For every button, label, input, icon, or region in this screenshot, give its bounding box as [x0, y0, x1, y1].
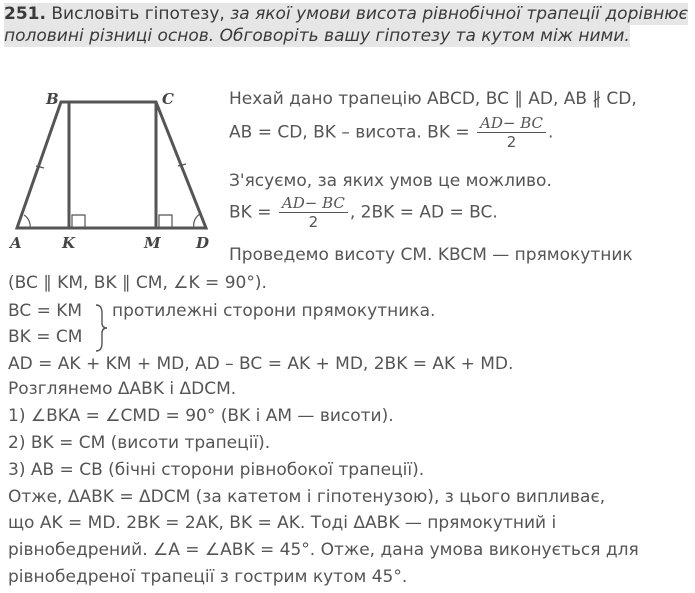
label-c: C	[162, 90, 174, 108]
fraction-1	[477, 114, 546, 151]
fraction-1-numerator: AD− BC	[477, 114, 546, 133]
solution-line-4b: , 2BK = AD = BC.	[349, 202, 498, 223]
solution-line-5: Проведемо висоту CM. KBCM — прямокутник	[229, 245, 633, 265]
solution-line-2a: AB = CD, BK – висота. BK =	[229, 122, 470, 143]
label-d: D	[196, 234, 210, 252]
label-m: M	[144, 234, 161, 252]
task-statement	[4, 3, 690, 47]
solution-line-4	[229, 194, 498, 231]
solution-line-2b: .	[548, 122, 554, 143]
brace-icon	[94, 303, 108, 353]
fraction-2-denominator: 2	[308, 213, 319, 231]
solution-line-15: що AK = MD. 2BK = 2AK, BK = AK. Тоді ΔABK — прямокутний і	[8, 513, 557, 533]
right-angle-m	[159, 215, 172, 228]
trapezoid-figure	[6, 90, 221, 255]
solution-line-7a: BC = KM	[8, 301, 83, 321]
solution-line-3: З'ясуємо, за яких умов це можливо.	[229, 171, 552, 191]
fraction-2-numerator: AD− BC	[279, 194, 348, 213]
solution-line-12: 2) BK = CM (висоти трапеції).	[8, 433, 271, 453]
fraction-2	[279, 194, 348, 231]
task-question: за якої умови висота рівнобічної трапеції дорівнює половині різниці основ. Обговоріть вашу гіпотезу та кутом між ними.	[4, 4, 688, 46]
solution-line-13: 3) AB = CB (бічні сторони рівнобокої трапеції).	[8, 460, 425, 480]
right-angle-k	[72, 215, 85, 228]
angle-arc-d	[194, 214, 200, 228]
solution-line-16: рівнобедрений. ∠A = ∠ABK = 45°. Отже, дана умова виконується для	[8, 540, 639, 560]
angle-arc-a	[24, 215, 30, 228]
solution-line-17: рівнобедреної трапеції з гострим кутом 45°.	[8, 567, 408, 587]
fraction-1-denominator: 2	[506, 133, 517, 151]
solution-line-14: Отже, ΔABK = ΔDCM (за катетом і гіпотенузою), з цього випливає,	[8, 487, 606, 507]
solution-line-9: AD = AK + KM + MD, AD – BC = AK + MD, 2BK = AK + MD.	[8, 354, 514, 374]
solution-line-10: Розглянемо ΔABK і ΔDCM.	[8, 379, 237, 399]
task-number: 251.	[4, 4, 46, 24]
label-k: K	[62, 234, 76, 252]
solution-line-7b: протилежні сторони прямокутника.	[112, 301, 436, 321]
solution-line-1: Нехай дано трапецію ABCD, BC ∥ AD, AB ∦ CD,	[229, 89, 637, 109]
solution-line-6: (BC ∥ KM, BK ∥ CM, ∠K = 90°).	[8, 273, 267, 293]
solution-line-11: 1) ∠BKA = ∠CMD = 90° (BK і AM — висоти).	[8, 406, 394, 426]
solution-line-8: BK = CM	[8, 327, 83, 347]
trapezoid-outline	[17, 102, 206, 228]
solution-line-4a: BK =	[229, 202, 272, 223]
task-lead: Висловіть гіпотезу,	[51, 4, 225, 24]
label-a: A	[10, 234, 22, 252]
solution-line-2	[229, 114, 553, 151]
label-b: B	[46, 90, 59, 108]
